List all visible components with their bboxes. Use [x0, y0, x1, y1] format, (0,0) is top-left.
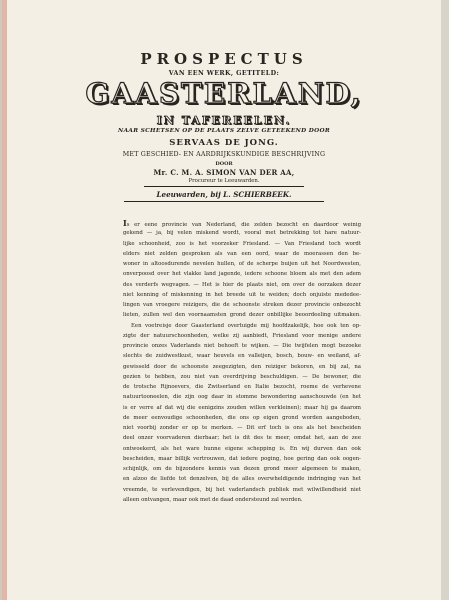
body-line-text: vreemde, te verlevendigen, bij het vaderlandsch publiek met wilwillendheid niet [123, 486, 361, 493]
body-line-text: des verderfs wegvagen. — Het is hier de plaats niet, om over de oorzaken dezer [123, 281, 361, 288]
body-line [123, 362, 361, 372]
body-line [123, 290, 361, 300]
body-line [123, 464, 361, 474]
body-line [123, 444, 361, 454]
body-line-text: onverpoosd over het vlakke land jagende, iedere schoone bloem als met den adem [123, 271, 361, 278]
body-line [123, 403, 361, 413]
series-title: IN TAFEREELEN. [156, 114, 292, 127]
document-page [7, 0, 441, 600]
body-text [123, 218, 361, 505]
body-line-text: natuurtooneelen, die zijn oog daar in stomme bewondering aanschouwde (en het [123, 394, 361, 401]
door-label: DOOR [215, 161, 233, 167]
body-line-text: lijke schoonheid, zoo is het voorzeker Friesland. — Van Friesland toch wordt [123, 240, 361, 247]
body-line-text: gewisseld door de schoonste zeegezigten, den reiziger bekoren, en bij zal, na [123, 363, 361, 370]
body-line [123, 228, 361, 238]
main-title: GAASTERLAND, [85, 77, 363, 110]
sketch-credit: NAAR SCHETSEN OP DE PLAATS ZELVE GETEEKEND DOOR [118, 128, 330, 134]
divider-bottom [124, 201, 324, 202]
body-line [123, 280, 361, 290]
body-line [123, 495, 361, 505]
body-line-text: deel onzer voorvaderen dierbaar; het is dit des te meer, omdat het, aan de zee [123, 435, 361, 442]
body-line-text: lieten, zullen wel den voornaamsten grond dezer onbillijke beoordeeling uitmaken. [123, 312, 361, 319]
body-line-text: en alzoo de liefde tot denzelven, bij de alles overwheldigende indringing van het [123, 476, 361, 483]
body-line-text: Een voetreisje door Gaasterland overtuigde mij hoofdzakelijk, hoe ook ten op- [131, 322, 361, 329]
body-line-text: de meer eenvoudige schoonheden, die ons op eigen grond worden aangeboden, [123, 414, 361, 421]
body-line [123, 485, 361, 495]
body-line [123, 454, 361, 464]
body-line-text: gekend — ja, bij velen miskend wordt, vooral met betrekking tot hare natuur- [123, 230, 361, 237]
body-line-text: bescheiden, maar billijk vertrouwen, dat iedere poging, hoe gering dan ook oogen- [123, 455, 361, 462]
body-line [123, 474, 361, 484]
body-line [123, 433, 361, 443]
body-line-text: zigte der natuurschoonheden, welke zij aanbiedt, Friesland voor menige andere [123, 332, 361, 339]
divider-top [144, 186, 304, 187]
body-line-text: gezien te hebben, zou niet van overdrijving beschuldigen. — De bewoner, die [123, 373, 361, 380]
body-line-text: ontwoekerd, als het ware hunne eigene schepping is. En wij durven dan ook [123, 445, 361, 452]
body-line [123, 259, 361, 269]
body-line-text: elders niet zelden gesproken als van een oord, waar de moerassen den be- [123, 250, 361, 257]
body-line [123, 382, 361, 392]
body-line [123, 413, 361, 423]
body-line [123, 218, 361, 228]
body-line [123, 249, 361, 259]
body-line-text: is er verre af dat wij die eenigzins zouden willen verkleinen); maar hij ga daarom [123, 404, 361, 411]
body-line [123, 351, 361, 361]
body-line [123, 392, 361, 402]
drop-cap: I [123, 218, 127, 228]
body-line-text: schijnlijk, om de bijzondere kennis van dezen grond meer algemeen te maken, [123, 466, 361, 472]
body-line-text: de trotsche Rijnoevers, die Zwitserland en Italie bezocht, roeme de verhevene [123, 384, 361, 390]
body-line-text: s er eene provincie van Nederland, die zelden bezocht en daardoor weinig [126, 222, 361, 228]
body-line-text: slechts de zuidwestkust, waar heuvels en valleijen, bosch, bouw- en weiland, af- [123, 353, 361, 360]
body-line [123, 372, 361, 382]
body-line-text: alleen ontvangen, maar ook met de daad ondersteund zal worden. [123, 496, 303, 503]
author-name: SERVAAS DE JONG. [169, 138, 279, 148]
body-line [123, 300, 361, 310]
body-line-text: niet voorbij zonder er op te merken. — Dit erf toch is ons als het bescheiden [123, 425, 361, 431]
body-line [123, 331, 361, 341]
body-line [123, 423, 361, 433]
co-author-role: Procureur te Leeuwarden. [188, 178, 260, 184]
body-line-text: niet kenning of miskenning in het breede uit te weiden; doch onjuiste mededee- [123, 291, 361, 298]
imprint: Leeuwarden, bij L. SCHIERBEEK. [156, 190, 292, 199]
body-line-text: woner in altoosdurende nevelen hullen, of de scherpe buijen uit het Noordwesten, [123, 261, 361, 267]
body-line [123, 239, 361, 249]
work-subtitle: VAN EEN WERK, GETITELD: [168, 70, 280, 77]
prospectus-heading: PROSPECTUS [140, 50, 308, 68]
co-author-name: Mr. C. M. A. SIMON VAN DER AA, [153, 168, 295, 177]
body-line-text: provincie onzes Vaderlands niet behoeft te wijken. — Die twijfelen mogt bezoeke [123, 343, 361, 349]
body-line [123, 310, 361, 320]
body-line [123, 321, 361, 331]
body-line-text: lingen van vroegere reizigers, die de schoonste streken dezer provincie onbezocht [123, 302, 361, 308]
body-line [123, 269, 361, 279]
description-line: MET GESCHIED- EN AARDRIJKSKUNDIGE BESCHRIJVING [122, 151, 326, 158]
body-line [123, 341, 361, 351]
